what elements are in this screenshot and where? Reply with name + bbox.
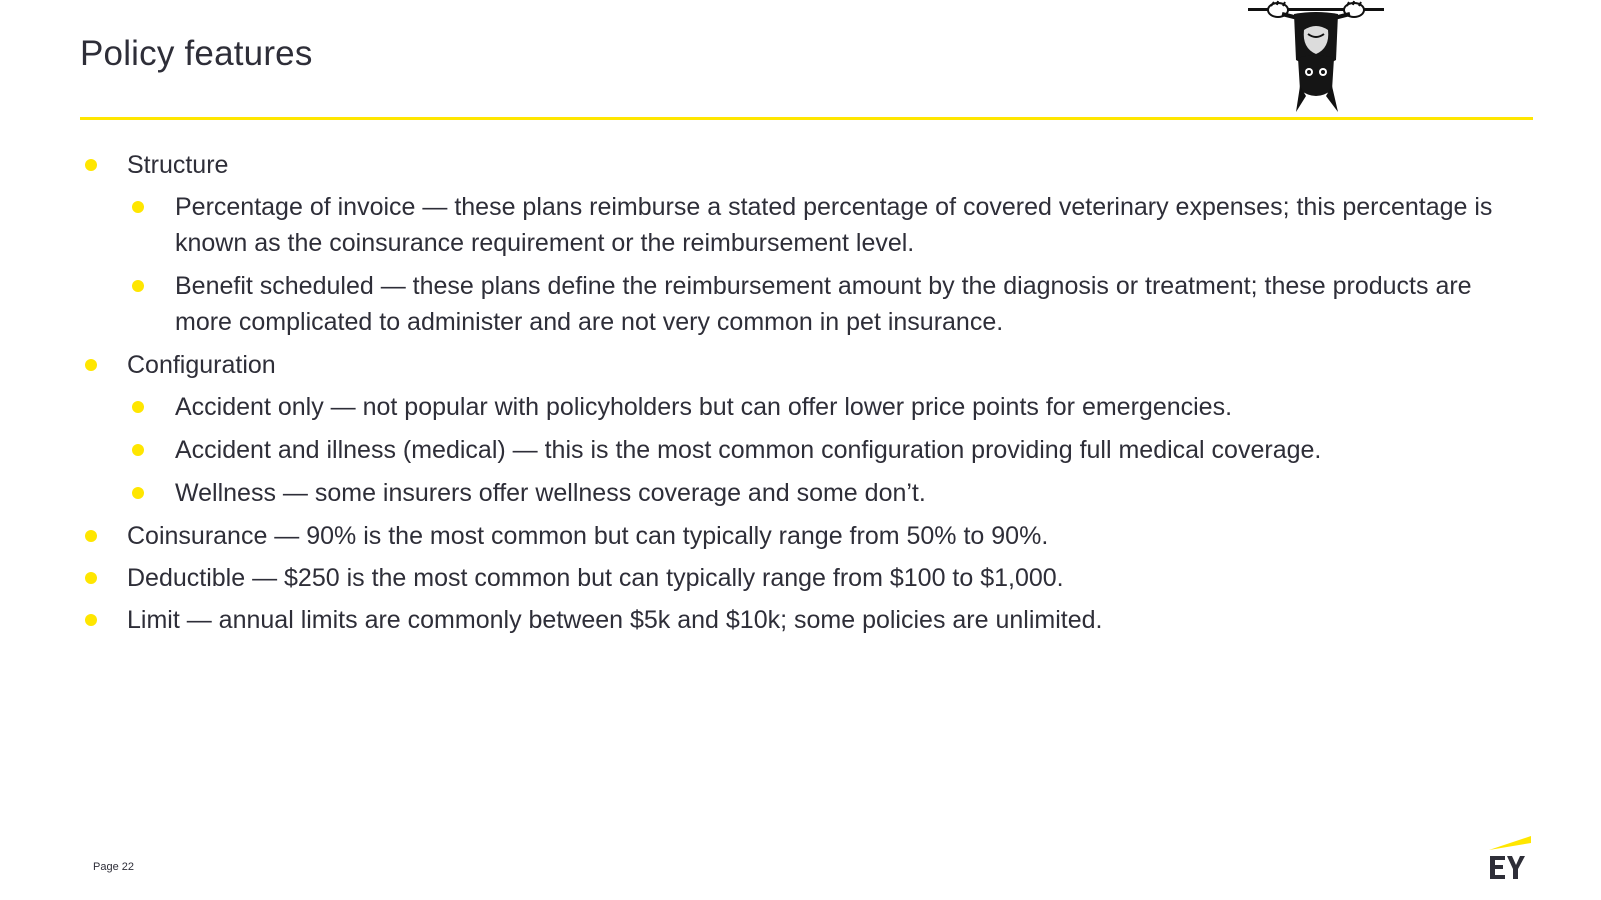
list-item [80,475,1520,511]
hanging-dog-illustration [1248,0,1384,114]
list-item-text: Limit — annual limits are commonly between $5k and $10k; some policies are unlimited. [127,606,1103,634]
list-item [80,602,1520,638]
yellow-dot-icon [132,444,144,456]
list-item [80,432,1520,468]
yellow-dot-icon [132,280,144,292]
yellow-dot-icon [85,530,97,542]
list-item-text: Wellness — some insurers offer wellness coverage and some don’t. [175,479,926,507]
list-item-text: Accident only — not popular with policyholders but can offer lower price points for emergencies. [175,393,1233,421]
list-item-text: Deductible — $250 is the most common but can typically range from $100 to $1,000. [127,564,1064,592]
yellow-dot-icon [132,487,144,499]
yellow-dot-icon [132,201,144,213]
list-item-text: Benefit scheduled — these plans define the reimbursement amount by the diagnosis or treatment; these products are more complicated to administer and are not very common in pet insurance. [175,272,1472,336]
list-item [80,189,1520,261]
list-item-text: Configuration [127,351,276,379]
list-item-text: Accident and illness (medical) — this is the most common configuration providing full medical coverage. [175,436,1322,464]
bullet-list [80,147,1520,644]
yellow-dot-icon [85,572,97,584]
list-item-text: Percentage of invoice — these plans reimburse a stated percentage of covered veterinary expenses; this percentage is known as the coinsurance requirement or the reimbursement level. [175,193,1493,257]
list-item [80,518,1520,554]
list-item-text: Structure [127,151,229,179]
yellow-dot-icon [132,401,144,413]
list-item [80,268,1520,340]
page-number: Page 22 [93,861,134,873]
yellow-dot-icon [85,614,97,626]
list-item [80,389,1520,425]
title-divider [80,117,1533,120]
list-item [80,347,1520,383]
list-item [80,560,1520,596]
list-item [80,147,1520,183]
ey-logo [1487,836,1533,884]
page-title: Policy features [80,34,313,73]
list-item-text: Coinsurance — 90% is the most common but can typically range from 50% to 90%. [127,522,1049,550]
yellow-dot-icon [85,359,97,371]
yellow-dot-icon [85,159,97,171]
